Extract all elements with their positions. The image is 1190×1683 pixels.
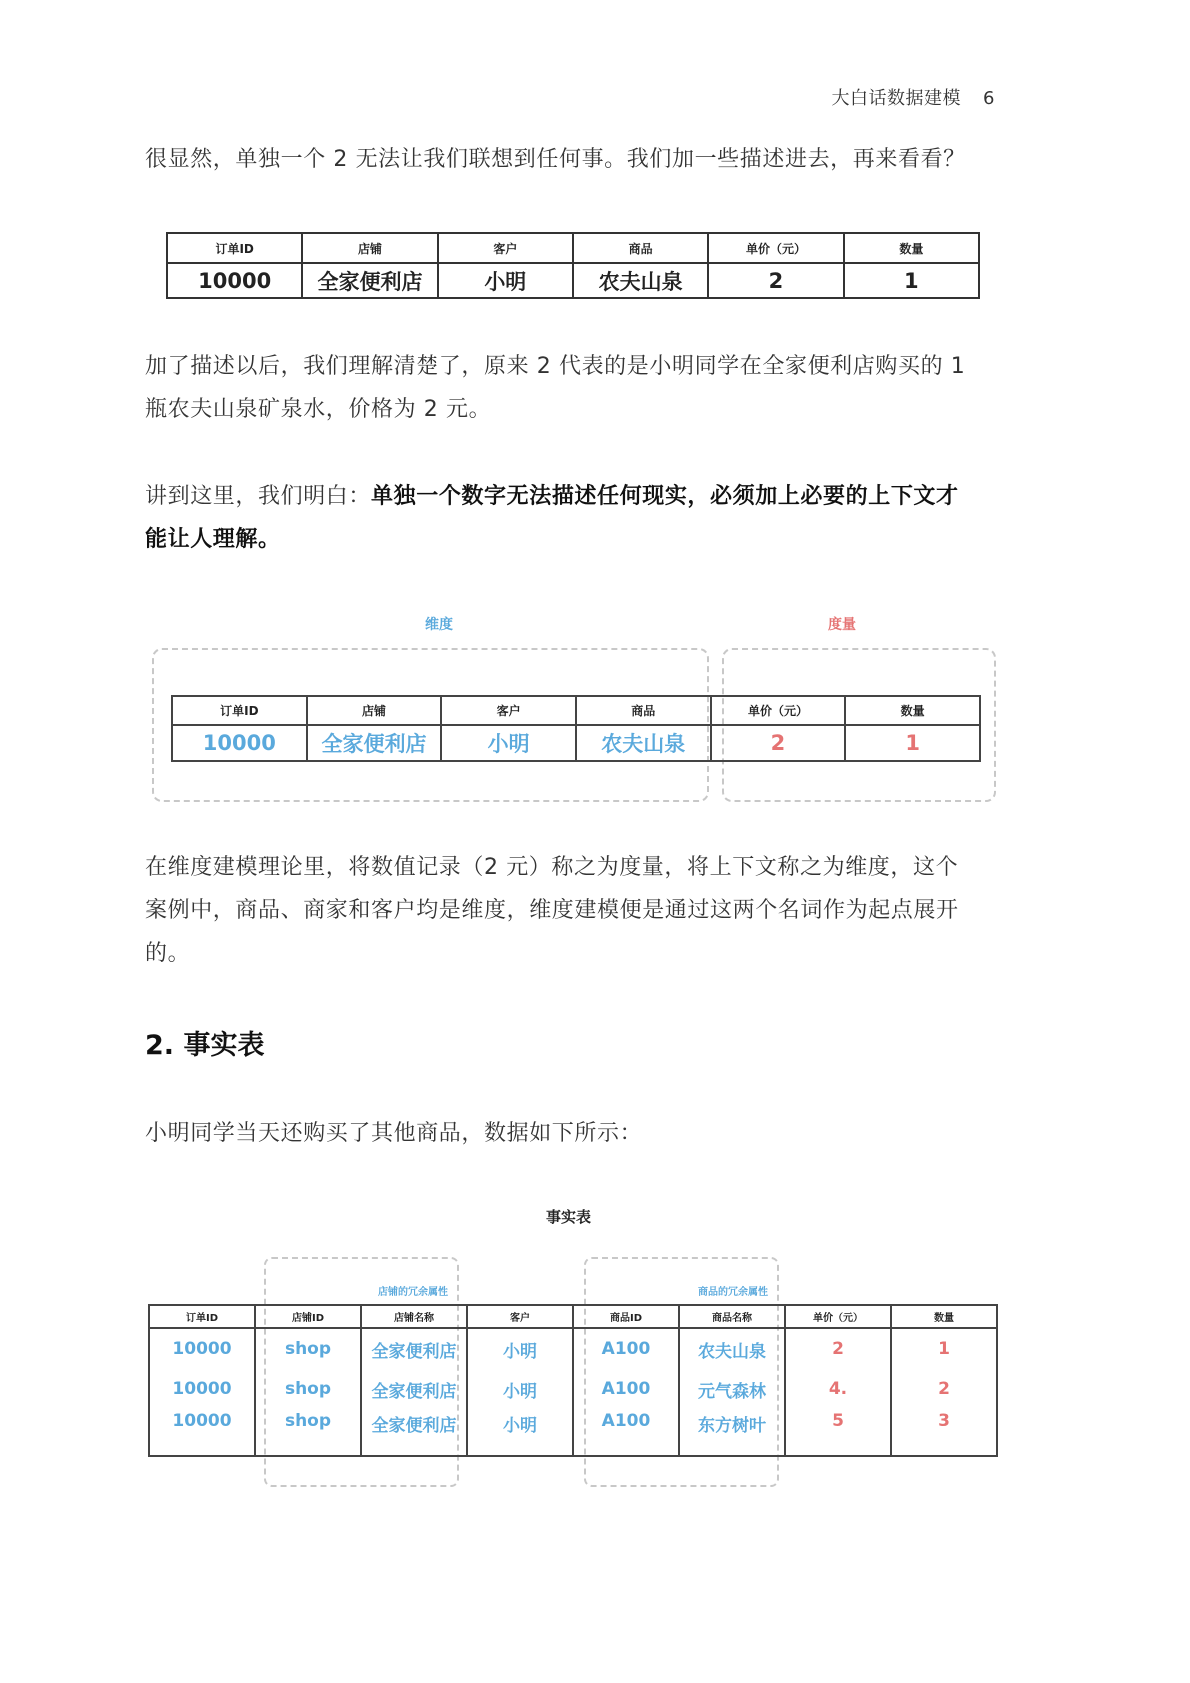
paragraph-4-line-2: 案例中，商品、商家和客户均是维度，维度建模便是通过这两个名词作为起点展开	[145, 898, 959, 923]
table-header-cell: 店铺名称	[361, 1305, 467, 1328]
dimension-cell: 小明	[441, 725, 576, 761]
dimension-cell: shop	[255, 1328, 361, 1369]
dimension-cell: A100	[573, 1369, 679, 1409]
table-header-cell: 数量	[845, 696, 980, 725]
measure-label: 度量	[828, 617, 856, 633]
table-header-cell: 店铺ID	[255, 1305, 361, 1328]
dimension-cell: 农夫山泉	[576, 725, 711, 761]
table-cell: 小明	[438, 263, 573, 298]
table-cell: 10000	[167, 263, 302, 298]
dimension-cell: 10000	[149, 1409, 255, 1456]
paragraph-4-line-3: 的。	[145, 941, 191, 966]
measure-cell: 2	[785, 1328, 891, 1369]
paragraph-3-line-2	[145, 518, 1005, 561]
table-header-cell: 客户	[467, 1305, 573, 1328]
paragraph-4	[145, 846, 1005, 975]
dimension-cell: shop	[255, 1369, 361, 1409]
page-header	[832, 84, 995, 110]
table-row	[172, 725, 980, 761]
table-row	[149, 1328, 997, 1369]
table-header-row	[172, 696, 980, 725]
table-header-cell: 商品	[576, 696, 711, 725]
header-title: 大白话数据建模	[831, 88, 962, 109]
measure-cell: 4.	[785, 1369, 891, 1409]
dimension-cell: 全家便利店	[307, 725, 442, 761]
table-header-row	[149, 1305, 997, 1328]
table-header-cell: 数量	[891, 1305, 997, 1328]
table-cell: 1	[844, 263, 979, 298]
table-cell: 2	[708, 263, 843, 298]
paragraph-3-bold-1: 单独一个数字无法描述任何现实，必须加上必要的上下文才	[371, 484, 959, 509]
dimension-cell: 小明	[467, 1409, 573, 1456]
table-header-cell: 客户	[441, 696, 576, 725]
paragraph-3	[145, 475, 1005, 561]
table-header-cell: 单价（元）	[711, 696, 846, 725]
dimension-cell: 10000	[149, 1328, 255, 1369]
table-header-cell: 单价（元）	[785, 1305, 891, 1328]
table-header-cell: 商品名称	[679, 1305, 785, 1328]
table-header-cell: 订单ID	[149, 1305, 255, 1328]
fact-table	[148, 1304, 998, 1457]
table-cell: 农夫山泉	[573, 263, 708, 298]
table-header-row	[167, 233, 979, 263]
measure-cell: 2	[891, 1369, 997, 1409]
table-header-cell: 订单ID	[167, 233, 302, 263]
dimension-cell: 小明	[467, 1328, 573, 1369]
dimension-cell: 10000	[172, 725, 307, 761]
dimension-cell: 全家便利店	[361, 1369, 467, 1409]
table-cell: 全家便利店	[302, 263, 437, 298]
dimension-cell: A100	[573, 1328, 679, 1369]
paragraph-3-prefix: 讲到这里，我们明白：	[145, 484, 372, 509]
paragraph-2	[145, 345, 1005, 431]
fact-table-diagram	[148, 1257, 998, 1487]
paragraph-3-bold-2: 能让人理解。	[145, 527, 281, 552]
paragraph-3-line-1	[145, 475, 1005, 518]
table-row	[167, 263, 979, 298]
paragraph-5: 小明同学当天还购买了其他商品，数据如下所示：	[145, 1121, 643, 1146]
fact-table-title: 事实表	[546, 1208, 592, 1226]
table-header-cell: 店铺	[302, 233, 437, 263]
dimension-cell: 全家便利店	[361, 1328, 467, 1369]
measure-cell: 2	[711, 725, 846, 761]
simple-order-table	[166, 232, 980, 299]
table-header-cell: 单价（元）	[708, 233, 843, 263]
dimension-measure-diagram	[148, 602, 996, 807]
dimension-cell: shop	[255, 1409, 361, 1456]
table-header-cell: 商品	[573, 233, 708, 263]
table-header-cell: 客户	[438, 233, 573, 263]
paragraph-2-line-1: 加了描述以后，我们理解清楚了，原来 2 代表的是小明同学在全家便利店购买的 1	[145, 354, 966, 379]
section-heading: 2. 事实表	[145, 1030, 265, 1061]
dimension-cell: A100	[573, 1409, 679, 1456]
dimension-label: 维度	[425, 617, 453, 633]
dimension-cell: 农夫山泉	[679, 1328, 785, 1369]
paragraph-1: 很显然，单独一个 2 无法让我们联想到任何事。我们加一些描述进去，再来看看？	[145, 147, 966, 172]
dimension-cell: 全家便利店	[361, 1409, 467, 1456]
store-redundant-label: 店铺的冗余属性	[378, 1287, 448, 1298]
measure-cell: 3	[891, 1409, 997, 1456]
dimension-cell: 小明	[467, 1369, 573, 1409]
measure-cell: 5	[785, 1409, 891, 1456]
table-row	[149, 1409, 997, 1456]
dimension-cell: 10000	[149, 1369, 255, 1409]
table-header-cell: 订单ID	[172, 696, 307, 725]
table-header-cell: 数量	[844, 233, 979, 263]
measure-cell: 1	[845, 725, 980, 761]
table-row	[149, 1369, 997, 1409]
product-redundant-label: 商品的冗余属性	[698, 1287, 768, 1298]
dimension-cell: 东方树叶	[679, 1409, 785, 1456]
dimension-cell: 元气森林	[679, 1369, 785, 1409]
table-header-cell: 店铺	[307, 696, 442, 725]
paragraph-4-line-1: 在维度建模理论里，将数值记录（2 元）称之为度量，将上下文称之为维度，这个	[145, 855, 959, 880]
dimension-measure-table	[171, 695, 981, 762]
table-header-cell: 商品ID	[573, 1305, 679, 1328]
paragraph-2-line-2: 瓶农夫山泉矿泉水，价格为 2 元。	[145, 397, 492, 422]
page-number: 6	[983, 88, 995, 109]
measure-cell: 1	[891, 1328, 997, 1369]
